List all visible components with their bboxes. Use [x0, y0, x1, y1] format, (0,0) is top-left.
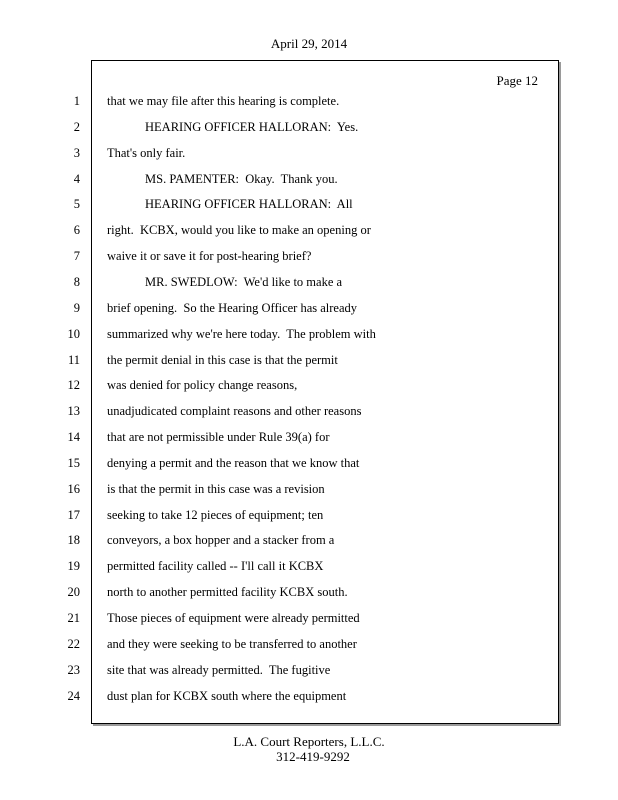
- transcript-line-text: seeking to take 12 pieces of equipment; ten: [107, 508, 324, 522]
- line-number: 3: [73, 146, 80, 160]
- transcript-line-text: HEARING OFFICER HALLORAN: All: [145, 197, 353, 211]
- transcript-line-text: conveyors, a box hopper and a stacker from a: [107, 533, 335, 547]
- line-number: 11: [67, 353, 80, 367]
- line-number: 18: [67, 533, 80, 547]
- line-number: 7: [73, 249, 80, 263]
- transcript-line-text: Those pieces of equipment were already permitted: [107, 611, 360, 625]
- transcript-line-text: is that the permit in this case was a revision: [107, 482, 325, 496]
- transcript-line-text: dust plan for KCBX south where the equipment: [107, 689, 347, 703]
- transcript-line-text: denying a permit and the reason that we know that: [107, 456, 360, 470]
- transcript-line-text: That's only fair.: [107, 146, 186, 160]
- transcript-line-text: that are not permissible under Rule 39(a) for: [107, 430, 330, 444]
- page-number: Page 12: [496, 73, 538, 88]
- line-number: 10: [67, 327, 80, 341]
- line-number: 1: [73, 94, 80, 108]
- line-number: 13: [67, 404, 80, 418]
- line-number: 8: [73, 275, 80, 289]
- line-number: 2: [73, 120, 80, 134]
- transcript-line-text: waive it or save it for post-hearing brief?: [107, 249, 312, 263]
- line-number: 22: [67, 637, 80, 651]
- footer-company: L.A. Court Reporters, L.L.C.: [233, 734, 385, 749]
- transcript-line-text: site that was already permitted. The fugitive: [107, 663, 331, 677]
- transcript-line-text: MS. PAMENTER: Okay. Thank you.: [145, 172, 338, 186]
- transcript-line-text: and they were seeking to be transferred to another: [107, 637, 357, 651]
- transcript-line-text: north to another permitted facility KCBX south.: [107, 585, 348, 599]
- transcript-date: April 29, 2014: [270, 36, 348, 51]
- line-number: 17: [67, 508, 80, 522]
- line-number: 4: [73, 172, 80, 186]
- line-number: 6: [73, 223, 80, 237]
- transcript-line-text: that we may file after this hearing is complete.: [107, 94, 340, 108]
- footer-phone: 312-419-9292: [276, 749, 350, 764]
- transcript-line-text: HEARING OFFICER HALLORAN: Yes.: [145, 120, 359, 134]
- transcript-line-text: unadjudicated complaint reasons and other reasons: [107, 404, 362, 418]
- line-number: 14: [67, 430, 80, 444]
- transcript-line-text: MR. SWEDLOW: We'd like to make a: [145, 275, 343, 289]
- transcript-line-text: right. KCBX, would you like to make an opening or: [107, 223, 371, 237]
- line-number: 12: [67, 378, 80, 392]
- line-number: 15: [67, 456, 80, 470]
- line-number: 19: [67, 559, 80, 573]
- line-number: 24: [67, 689, 80, 703]
- transcript-line-text: brief opening. So the Hearing Officer has already: [107, 301, 358, 315]
- line-number: 21: [67, 611, 80, 625]
- line-number: 9: [73, 301, 80, 315]
- line-number: 20: [67, 585, 80, 599]
- transcript-line-text: summarized why we're here today. The problem with: [107, 327, 376, 341]
- transcript-line-text: the permit denial in this case is that the permit: [107, 353, 338, 367]
- transcript-line-text: was denied for policy change reasons,: [107, 378, 298, 392]
- line-number: 5: [73, 197, 80, 211]
- transcript-line-text: permitted facility called -- I'll call it KCBX: [107, 559, 324, 573]
- line-number: 16: [67, 482, 80, 496]
- line-number: 23: [67, 663, 80, 677]
